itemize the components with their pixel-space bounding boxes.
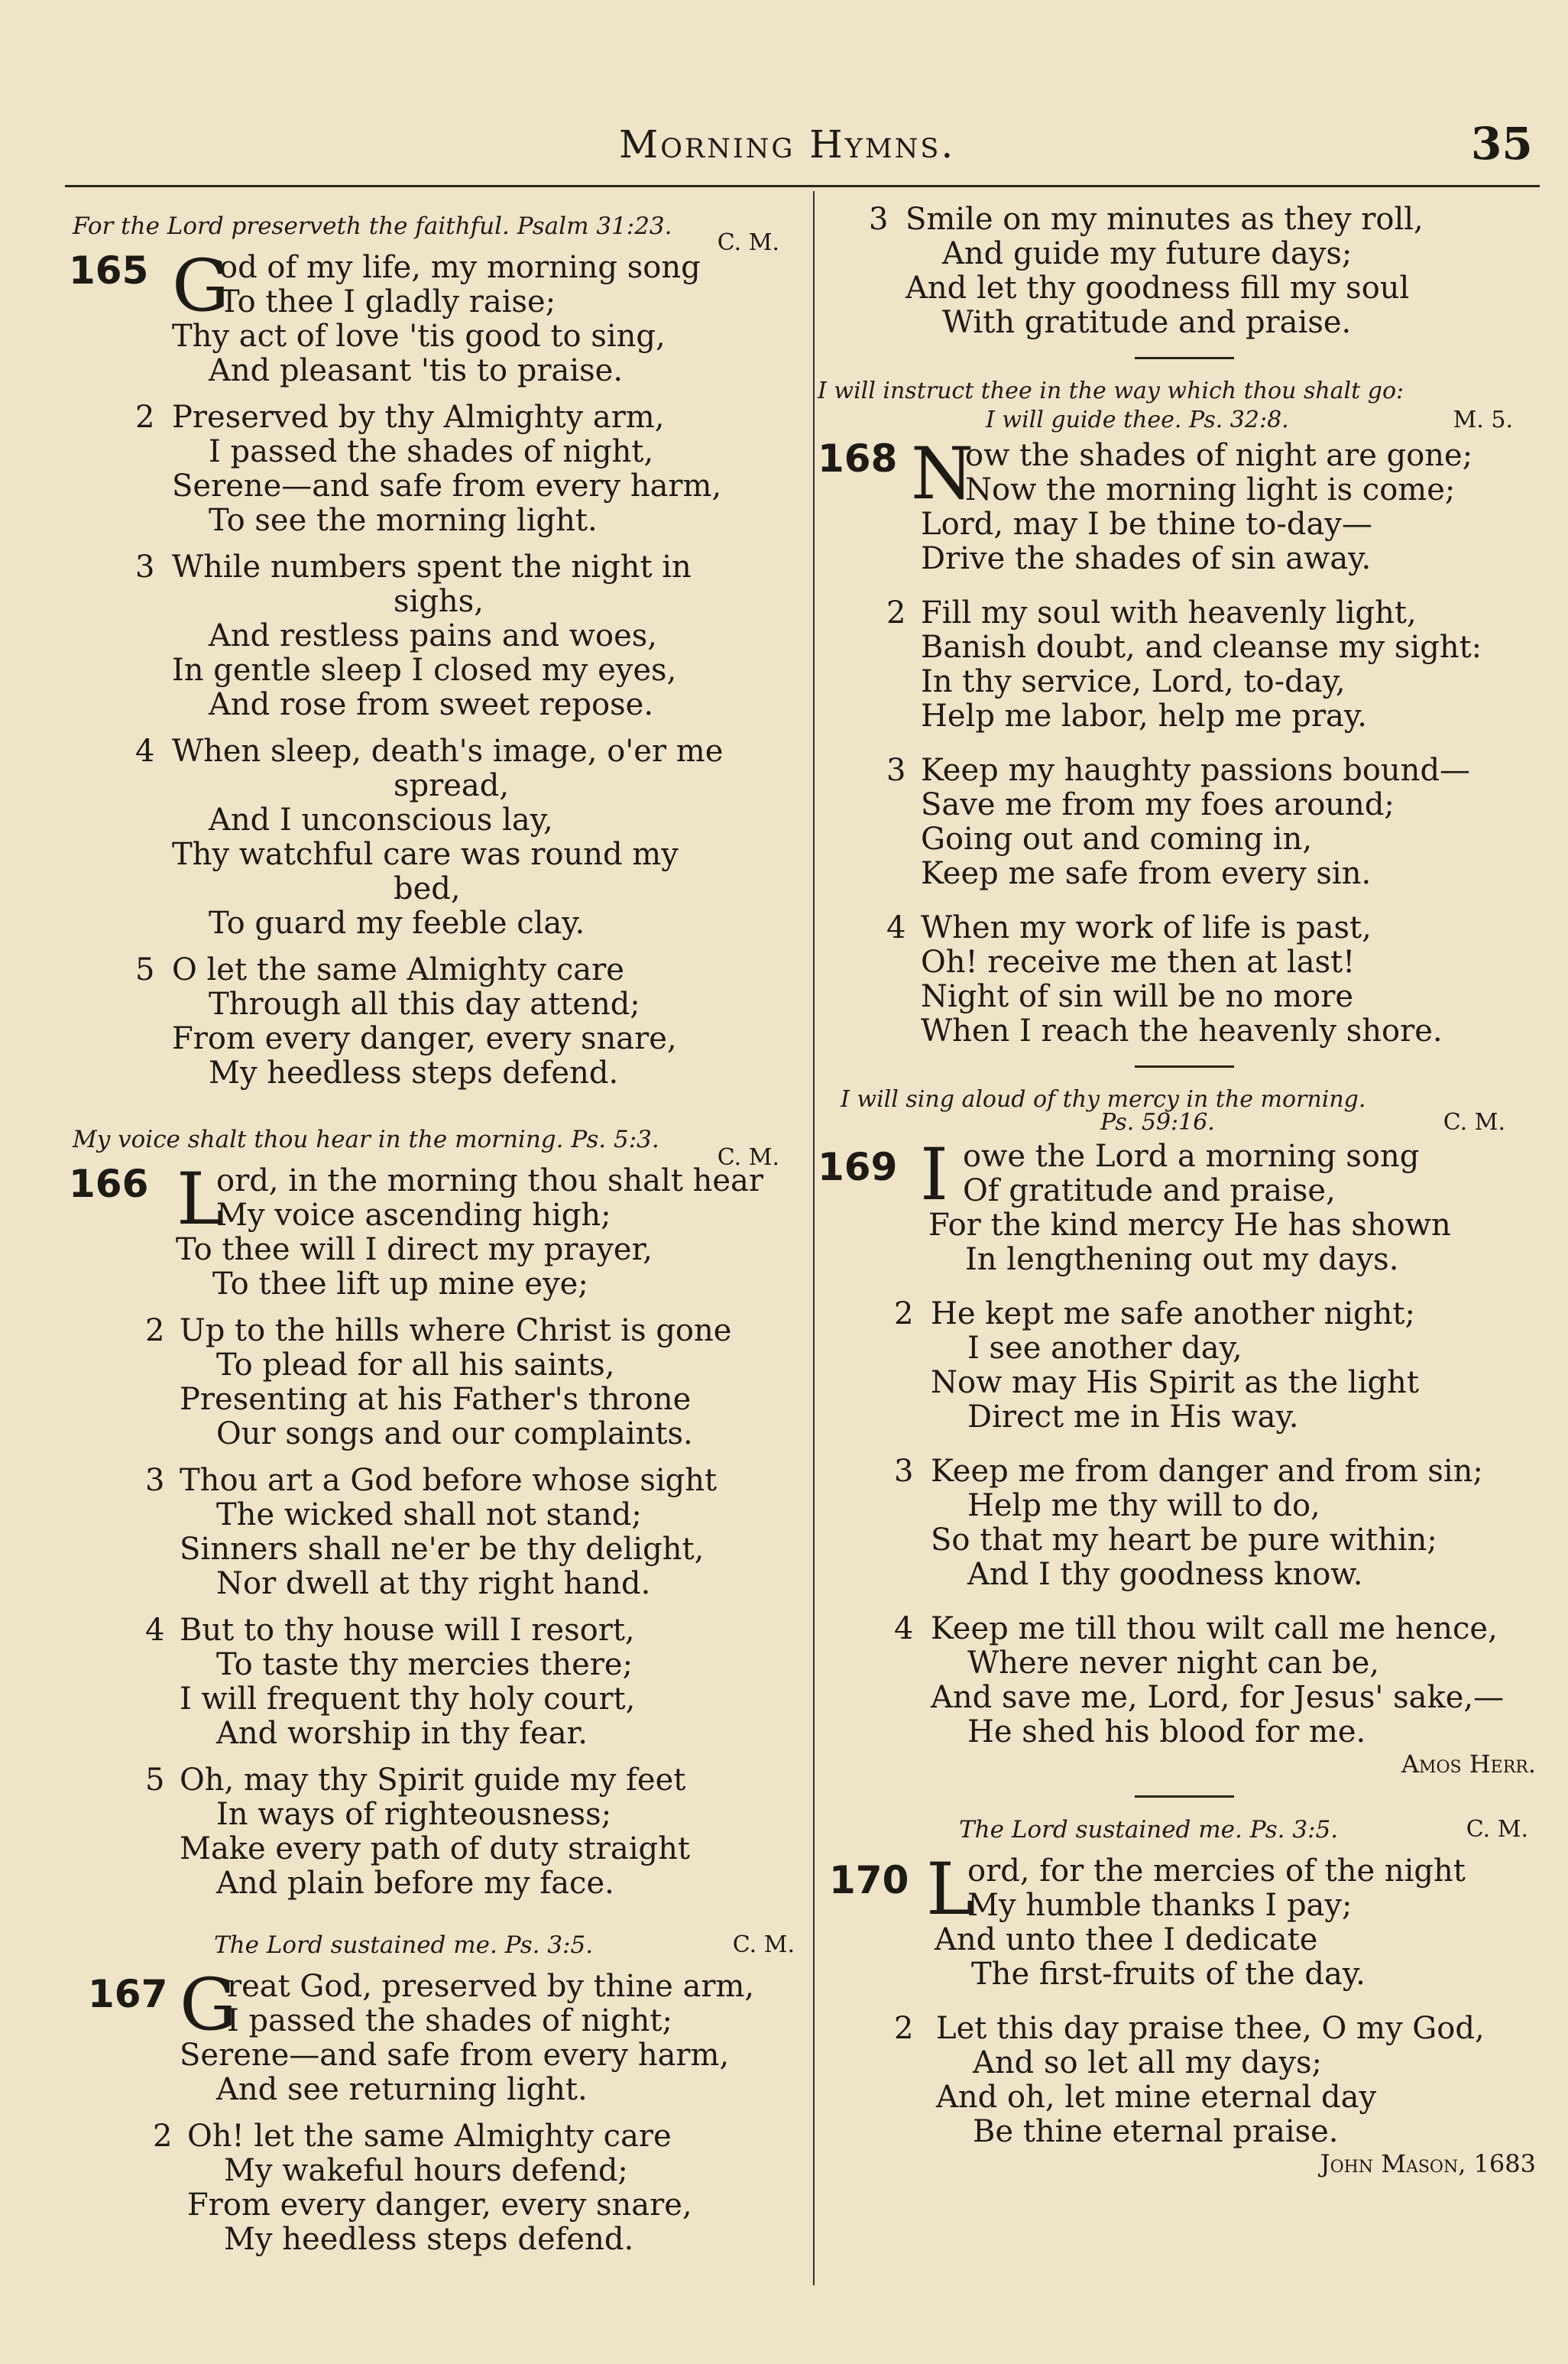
author-attribution: John Mason, 1683 bbox=[1320, 2149, 1536, 2178]
hymn-number: 166 bbox=[69, 1162, 149, 1206]
verse-line: Smile on my minutes as they roll, bbox=[905, 202, 1424, 237]
meter-label: C. M. bbox=[717, 229, 779, 256]
verse-number: 3 bbox=[869, 202, 889, 237]
scripture-epigraph: The Lord sustained me. Ps. 3:5. bbox=[959, 1816, 1339, 1844]
verse-1 bbox=[65, 1964, 795, 2107]
verse-2 bbox=[65, 400, 795, 538]
verse-line: From every danger, every snare, bbox=[172, 1021, 677, 1056]
running-title: Morning Hymns. bbox=[619, 122, 956, 167]
verse-line: Now may His Spirit as the light bbox=[931, 1365, 1419, 1400]
verse-line: In gentle sleep I closed my eyes, bbox=[172, 653, 677, 688]
scripture-epigraph: Ps. 59:16. bbox=[1100, 1109, 1215, 1136]
verse-number: 3 bbox=[894, 1454, 914, 1489]
verse-number: 5 bbox=[145, 1762, 165, 1798]
verse-line: Up to the hills where Christ is gone bbox=[180, 1313, 732, 1348]
verse-line: My voice ascending high; bbox=[216, 1198, 611, 1233]
hymn-number: 169 bbox=[818, 1145, 898, 1189]
verse-number: 2 bbox=[135, 400, 155, 435]
verse-line: I passed the shades of night, bbox=[209, 434, 654, 469]
hymn-heading bbox=[65, 1915, 795, 1970]
verse-3 bbox=[818, 754, 1551, 891]
verse-line: While numbers spent the night in bbox=[172, 550, 692, 585]
verse-line: To plead for all his saints, bbox=[216, 1347, 615, 1383]
hymn-168 bbox=[818, 378, 1551, 1049]
verse-line: Oh! receive me then at last! bbox=[921, 945, 1356, 980]
verse-line: Lord, may I be thine to-day— bbox=[921, 507, 1372, 542]
verse-line: Going out and coming in, bbox=[921, 822, 1313, 857]
running-head bbox=[0, 118, 1568, 176]
verse-line: And I thy goodness know. bbox=[967, 1557, 1363, 1592]
verse-line: I will frequent thy holy court, bbox=[180, 1681, 636, 1717]
verse-line: And oh, let mine eternal day bbox=[936, 2080, 1377, 2115]
verse-line: Preserved by thy Almighty arm, bbox=[172, 400, 665, 435]
hymn-heading bbox=[818, 1086, 1551, 1140]
verse-4 bbox=[65, 734, 795, 941]
verse-line: Now the morning light is come; bbox=[965, 472, 1456, 507]
verse-line: And save me, Lord, for Jesus' sake,— bbox=[931, 1680, 1505, 1715]
hymn-number: 167 bbox=[88, 1972, 168, 2016]
hymn-heading bbox=[818, 378, 1551, 439]
verse-line: To thee will I direct my prayer, bbox=[176, 1232, 653, 1267]
hymn-169 bbox=[818, 1086, 1551, 1779]
verse-line: sighs, bbox=[394, 584, 484, 619]
scripture-epigraph: For the Lord preserveth the faithful. Psalm 31:23. bbox=[73, 212, 672, 240]
verse-line: My wakeful hours defend; bbox=[224, 2153, 628, 2188]
verse-line: So that my heart be pure within; bbox=[931, 1522, 1437, 1558]
verse-line: Thy watchful care was round my bbox=[172, 837, 679, 872]
verse-2 bbox=[818, 596, 1551, 734]
verse-line: Nor dwell at thy right hand. bbox=[216, 1566, 651, 1601]
drop-cap: L bbox=[177, 1158, 225, 1241]
verse-line: Banish doubt, and cleanse my sight: bbox=[921, 630, 1482, 665]
verse-line: I passed the shades of night; bbox=[227, 2003, 672, 2038]
verse-line: And guide my future days; bbox=[942, 236, 1353, 271]
verse-line: And I unconscious lay, bbox=[209, 803, 553, 838]
verse-line: For the kind mercy He has shown bbox=[928, 1208, 1451, 1243]
verse-line: I see another day, bbox=[967, 1331, 1242, 1366]
verse-line: My heedless steps defend. bbox=[209, 1056, 619, 1091]
author-attribution: Amos Herr. bbox=[1401, 1749, 1536, 1779]
verse-line: reat God, preserved by thine arm, bbox=[227, 1969, 755, 2004]
verse-line: In ways of righteousness; bbox=[216, 1797, 612, 1832]
verse-number: 3 bbox=[135, 550, 155, 585]
verse-line: The wicked shall not stand; bbox=[216, 1497, 642, 1532]
verse-3 bbox=[818, 1454, 1551, 1592]
verse-line: Keep me safe from every sin. bbox=[921, 856, 1372, 891]
scripture-epigraph: My voice shalt thou hear in the morning. Ps. 5:3. bbox=[73, 1126, 659, 1153]
verse-number: 4 bbox=[135, 734, 155, 769]
verse-line: Help me labor, help me pray. bbox=[921, 699, 1367, 734]
hymn-heading bbox=[65, 191, 795, 256]
hymn-167-continued bbox=[818, 203, 1551, 340]
verse-2 bbox=[818, 2012, 1551, 2149]
verse-line: And plain before my face. bbox=[216, 1866, 614, 1901]
verse-line: But to thy house will I resort, bbox=[180, 1613, 635, 1648]
verse-line: And unto thee I dedicate bbox=[935, 1922, 1318, 1957]
hymn-number: 170 bbox=[829, 1858, 909, 1902]
verse-line: spread, bbox=[394, 768, 510, 803]
verse-line: To thee lift up mine eye; bbox=[212, 1266, 588, 1302]
verse-1 bbox=[818, 1848, 1551, 1992]
verse-number: 5 bbox=[135, 952, 155, 987]
verse-line: The first-fruits of the day. bbox=[971, 1957, 1366, 1992]
verse-line: bed, bbox=[394, 871, 461, 906]
verse-1 bbox=[818, 1133, 1551, 1277]
verse-line: Where never night can be, bbox=[967, 1646, 1380, 1681]
hymn-heading bbox=[65, 1104, 795, 1171]
verse-line: And worship in thy fear. bbox=[216, 1716, 588, 1751]
verse-number: 4 bbox=[894, 1611, 914, 1646]
meter-label: C. M. bbox=[1443, 1109, 1505, 1136]
verse-line: Our songs and our complaints. bbox=[216, 1416, 693, 1451]
verse-line: To see the morning light. bbox=[209, 503, 598, 538]
verse-number: 3 bbox=[145, 1463, 165, 1498]
verse-line: Drive the shades of sin away. bbox=[921, 541, 1372, 576]
verse-line: Keep me from danger and from sin; bbox=[931, 1454, 1483, 1489]
verse-line: And restless pains and woes, bbox=[209, 618, 658, 653]
meter-label: C. M. bbox=[732, 1931, 795, 1958]
verse-line: When I reach the heavenly shore. bbox=[921, 1013, 1443, 1049]
verse-line: Night of sin will be no more bbox=[921, 979, 1354, 1014]
verse-number: 2 bbox=[886, 595, 906, 631]
verse-line: Save me from my foes around; bbox=[921, 787, 1395, 822]
hymn-separator bbox=[1135, 1795, 1234, 1798]
verse-line: In thy service, Lord, to-day, bbox=[921, 664, 1346, 699]
hymn-separator bbox=[1135, 1065, 1234, 1068]
hymn-separator bbox=[1135, 357, 1234, 359]
verse-1 bbox=[65, 1158, 795, 1302]
verse-5 bbox=[65, 1763, 795, 1901]
verse-line: Serene—and safe from every harm, bbox=[180, 2038, 730, 2073]
verse-line: Of gratitude and praise, bbox=[963, 1173, 1336, 1208]
verse-number: 2 bbox=[894, 2011, 914, 2046]
verse-line: Oh! let the same Almighty care bbox=[187, 2119, 672, 2154]
verse-line: Thou art a God before whose sight bbox=[180, 1463, 718, 1498]
verse-line: Keep me till thou wilt call me hence, bbox=[931, 1611, 1498, 1646]
verse-3 bbox=[65, 1464, 795, 1601]
drop-cap: N bbox=[911, 433, 974, 516]
drop-cap: G bbox=[180, 1964, 238, 2047]
hymn-165 bbox=[65, 191, 795, 1091]
verse-line: He shed his blood for me. bbox=[967, 1714, 1366, 1749]
verse-line: O let the same Almighty care bbox=[172, 952, 624, 987]
verse-line: ord, for the mercies of the night bbox=[967, 1853, 1466, 1889]
hymn-number: 168 bbox=[818, 436, 898, 481]
verse-4 bbox=[818, 1612, 1551, 1749]
verse-line: Thy act of love 'tis good to sing, bbox=[172, 319, 666, 354]
scripture-epigraph: I will instruct thee in the way which thou shalt go: bbox=[818, 378, 1404, 404]
verse-line: And see returning light. bbox=[216, 2072, 588, 2107]
verse-line: Make every path of duty straight bbox=[180, 1831, 690, 1866]
verse-line: od of my life, my morning song bbox=[219, 250, 701, 285]
hymn-170 bbox=[818, 1816, 1551, 2178]
right-column bbox=[818, 191, 1551, 2192]
verse-line: ord, in the morning thou shalt hear bbox=[216, 1163, 764, 1198]
verse-line: When my work of life is past, bbox=[921, 910, 1372, 945]
verse-number: 2 bbox=[145, 1313, 165, 1348]
verse-line: ow the shades of night are gone; bbox=[965, 438, 1473, 473]
left-column bbox=[65, 191, 795, 2271]
verse-line: He kept me safe another night; bbox=[931, 1296, 1415, 1331]
verse-line: Direct me in His way. bbox=[967, 1399, 1299, 1435]
verse-number: 2 bbox=[894, 1296, 914, 1331]
verse-line: In lengthening out my days. bbox=[965, 1242, 1399, 1277]
drop-cap: L bbox=[926, 1848, 974, 1931]
column-divider bbox=[813, 191, 815, 2285]
scripture-epigraph: The Lord sustained me. Ps. 3:5. bbox=[214, 1931, 594, 1959]
verse-1 bbox=[65, 245, 795, 388]
verse-line: Presenting at his Father's throne bbox=[180, 1382, 692, 1417]
verse-3 bbox=[65, 550, 795, 722]
verse-number: 3 bbox=[886, 753, 906, 788]
verse-line: Let this day praise thee, O my God, bbox=[936, 2011, 1485, 2046]
verse-2 bbox=[65, 2119, 795, 2257]
verse-line: And let thy goodness fill my soul bbox=[905, 271, 1410, 306]
hymn-number: 165 bbox=[69, 248, 149, 293]
header-rule bbox=[65, 185, 1540, 187]
verse-line: Through all this day attend; bbox=[209, 987, 640, 1022]
verse-number: 2 bbox=[153, 2119, 173, 2154]
verse-line: Keep my haughty passions bound— bbox=[921, 753, 1471, 788]
verse-line: When sleep, death's image, o'er me bbox=[172, 734, 724, 769]
meter-label: C. M. bbox=[717, 1144, 779, 1171]
verse-line: With gratitude and praise. bbox=[942, 305, 1352, 340]
verse-line: Help me thy will to do, bbox=[967, 1488, 1320, 1523]
verse-3 bbox=[818, 203, 1551, 340]
verse-number: 4 bbox=[886, 910, 906, 945]
verse-line: My heedless steps defend. bbox=[224, 2222, 634, 2257]
drop-cap: I bbox=[920, 1133, 949, 1217]
verse-line: My humble thanks I pay; bbox=[967, 1888, 1353, 1923]
verse-line: To thee I gladly raise; bbox=[219, 284, 556, 319]
verse-4 bbox=[818, 911, 1551, 1049]
meter-label: M. 5. bbox=[1453, 407, 1513, 433]
verse-1 bbox=[818, 433, 1551, 576]
hymn-167 bbox=[65, 1915, 795, 2257]
verse-2 bbox=[818, 1297, 1551, 1435]
verse-line: From every danger, every snare, bbox=[187, 2187, 692, 2223]
verse-line: And rose from sweet repose. bbox=[209, 687, 654, 722]
scripture-epigraph: I will sing aloud of thy mercy in the morning. bbox=[841, 1086, 1366, 1113]
verse-line: Sinners shall ne'er be thy delight, bbox=[180, 1532, 705, 1567]
hymn-166 bbox=[65, 1104, 795, 1901]
verse-line: Fill my soul with heavenly light, bbox=[921, 595, 1417, 631]
verse-line: And so let all my days; bbox=[973, 2045, 1322, 2080]
verse-line: Oh, may thy Spirit guide my feet bbox=[180, 1762, 686, 1798]
verse-4 bbox=[65, 1613, 795, 1751]
verse-line: To guard my feeble clay. bbox=[209, 906, 585, 941]
verse-5 bbox=[65, 953, 795, 1091]
drop-cap: G bbox=[172, 245, 230, 328]
verse-line: And pleasant 'tis to praise. bbox=[209, 353, 624, 388]
meter-label: C. M. bbox=[1466, 1816, 1528, 1843]
verse-number: 4 bbox=[145, 1613, 165, 1648]
verse-line: To taste thy mercies there; bbox=[216, 1647, 633, 1682]
verse-line: Serene—and safe from every harm, bbox=[172, 469, 722, 504]
page-number: 35 bbox=[1471, 118, 1533, 170]
verse-2 bbox=[65, 1314, 795, 1451]
scripture-epigraph: I will guide thee. Ps. 32:8. bbox=[986, 407, 1289, 433]
verse-line: owe the Lord a morning song bbox=[963, 1139, 1420, 1174]
verse-line: Be thine eternal praise. bbox=[973, 2114, 1339, 2149]
